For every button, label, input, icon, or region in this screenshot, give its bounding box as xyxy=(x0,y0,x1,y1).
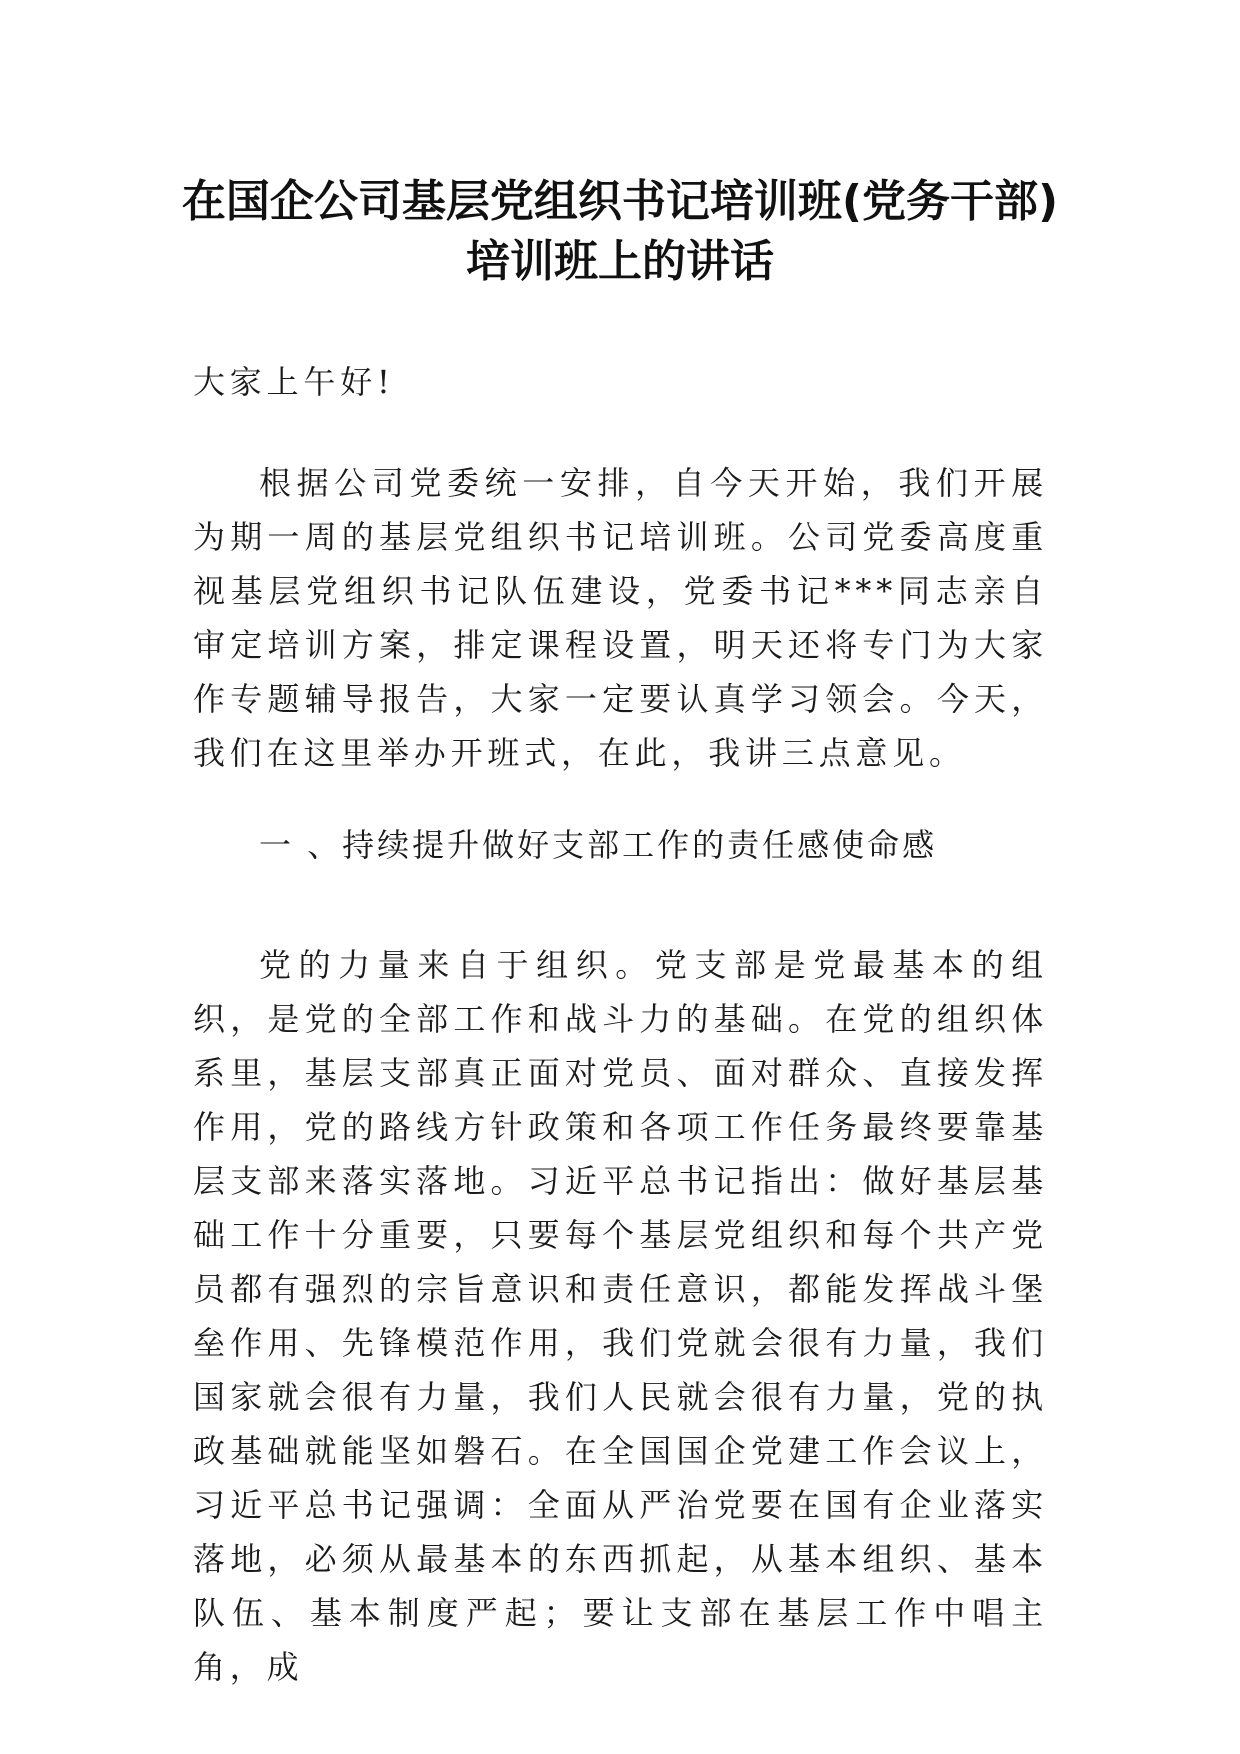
paragraph-section-1: 党的力量来自于组织。党支部是党最基本的组织，是党的全部工作和战斗力的基础。在党的组织体系里，基层支部真正面对党员、面对群众、直接发挥作用，党的路线方针政策和各项工作任务最终要靠基层支部来落实落地。习近平总书记指出：做好基层基础工作十分重要，只要每个基层党组织和每个共产党员都有强烈的宗旨意识和责任意识，都能发挥战斗堡垒作用、先锋模范作用，我们党就会很有力量，我们国家就会很有力量，我们人民就会很有力量，党的执政基础就能坚如磐石。在全国国企党建工作会议上，习近平总书记强调：全面从严治党要在国有企业落实落地，必须从最基本的东西抓起，从基本组织、基本队伍、基本制度严起；要让支部在基层工作中唱主角，成 xyxy=(193,946,1048,1686)
paragraph-intro: 根据公司党委统一安排，自今天开始，我们开展为期一周的基层党组织书记培训班。公司党委高度重视基层党组织书记队伍建设，党委书记***同志亲自审定培训方案，排定课程设置，明天还将专门为大家作专题辅导报告，大家一定要认真学习领会。今天，我们在这里举办开班式，在此，我讲三点意见。 xyxy=(193,464,1048,772)
section-heading-1: 一 、持续提升做好支部工作的责任感使命感 xyxy=(259,826,938,864)
document-title: 在国企公司基层党组织书记培训班(党务干部)培训班上的讲话 xyxy=(181,176,1059,287)
greeting: 大家上午好! xyxy=(193,363,395,401)
